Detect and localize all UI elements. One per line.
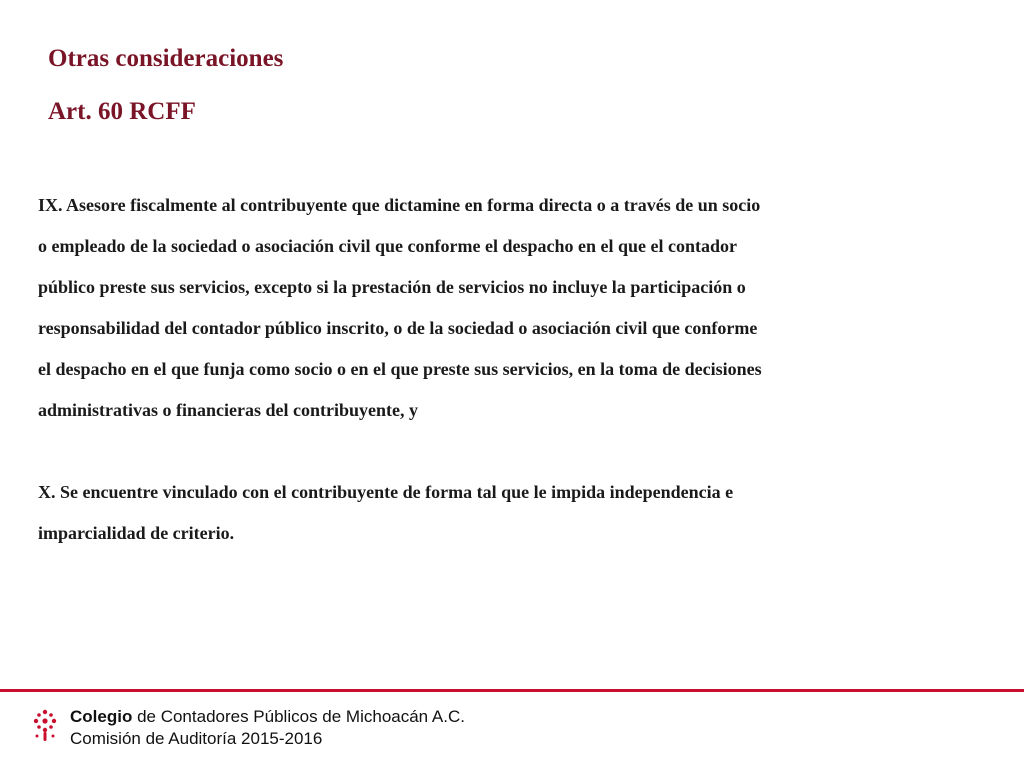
footer-text	[70, 706, 465, 750]
page-subtitle: Art. 60 RCFF	[48, 98, 196, 125]
college-logo-icon	[32, 708, 58, 742]
item-ix-line-4: responsabilidad del contador público inscrito, o de la sociedad o asociación civil que conforme	[38, 318, 758, 338]
item-ix-line-5: el despacho en el que funja como socio o en el que preste sus servicios, en la toma de decisiones	[38, 359, 762, 379]
org-name	[70, 706, 465, 728]
item-ix-line-2: o empleado de la sociedad o asociación civil que conforme el despacho en el que el contador	[38, 236, 737, 256]
footer	[32, 706, 465, 750]
item-ix-line-1: IX. Asesore fiscalmente al contribuyente que dictamine en forma directa o a través de un socio	[38, 195, 761, 215]
article-body	[38, 185, 973, 554]
item-ix-line-3: público preste sus servicios, excepto si la prestación de servicios no incluye la participación o	[38, 277, 746, 297]
org-name-rest: de Contadores Públicos de Michoacán A.C.	[132, 707, 465, 726]
committee-name: Comisión de Auditoría 2015-2016	[70, 729, 323, 748]
item-x-line-2: imparcialidad de criterio.	[38, 523, 235, 543]
item-x-line-1: X. Se encuentre vinculado con el contribuyente de forma tal que le impida independencia e	[38, 482, 734, 502]
org-name-strong: Colegio	[70, 707, 133, 726]
footer-divider	[0, 689, 1024, 692]
page-title: Otras consideraciones	[48, 45, 284, 72]
item-ix-line-6: administrativas o financieras del contribuyente, y	[38, 400, 418, 420]
paragraph-gap	[38, 431, 973, 472]
